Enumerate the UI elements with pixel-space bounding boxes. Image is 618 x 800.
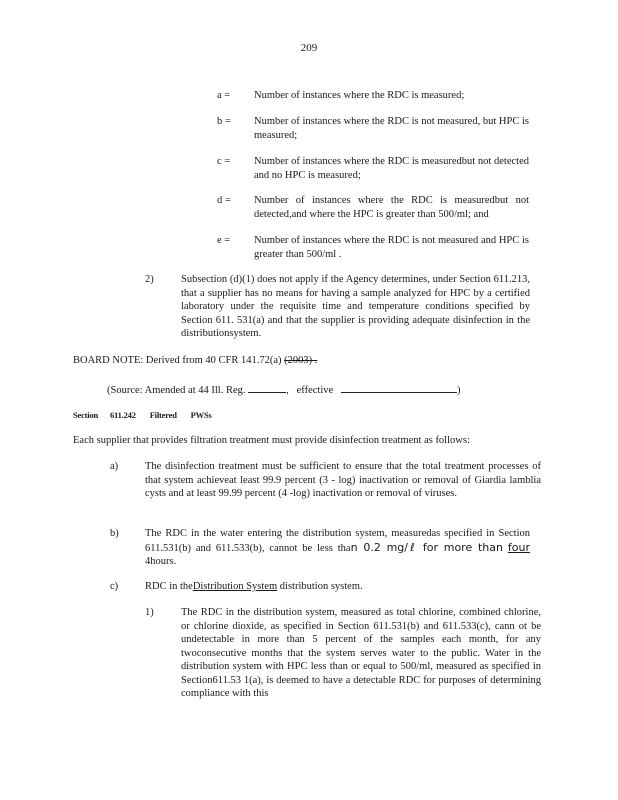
variable-text-b: Number of instances where the RDC is not measured, but HPC is measured; (254, 116, 529, 141)
section-pws: PWSs (190, 410, 212, 420)
item-c-suffix: distribution system. (279, 581, 363, 592)
item-b-text (145, 527, 530, 569)
item-c-text (145, 580, 363, 594)
board-note-text: BOARD NOTE: Derived from 40 CFR 141.72(a) (73, 355, 282, 366)
item-2-label: 2) (145, 274, 154, 285)
item-c-label: c) (110, 581, 119, 592)
item-a-label: a) (110, 461, 119, 472)
variable-text-e: Number of instances where the RDC is not measured and HPC is greater than 500/ml . (254, 235, 529, 260)
board-note (73, 354, 317, 368)
item-2-text: Subsection (d)(1) does not apply if the Agency determines, under Section 611.213, that a supplier has no means for having a sample analyzed for HPC by a certified laboratory under the requisite time and temperature conditions specified by Section 611. 531(a) and that the supplier is providing adequate disinfection in the distributionsystem. (181, 274, 530, 339)
item-c-underlined: Distribution System (192, 581, 278, 592)
variable-text-a: Number of instances where the RDC is measured; (254, 90, 465, 101)
item-b-large-text: n 0.2 mg/ℓ for more than (350, 540, 503, 554)
item-b-underlined: four (507, 540, 531, 554)
intro-text: Each supplier that provides filtration treatment must provide disinfection treatment as follows: (73, 435, 470, 446)
item-c1-label: 1) (145, 607, 154, 618)
variable-label-a: a = (217, 90, 231, 101)
page-number: 209 (300, 42, 318, 54)
source-prefix: (Source: Amended at 44 Ill. Reg. (107, 385, 246, 396)
source-close: ) (457, 385, 461, 396)
section-word: Section (73, 410, 99, 420)
item-b-label: b) (110, 528, 119, 539)
variable-label-e: e = (217, 235, 231, 246)
item-a-text: The disinfection treatment must be sufficient to ensure that the total treatment processes of that system achieveat least 99.9 percent (3 - log) inactivation or removal of Giardia lamblia cysts and at least 99.99 percent (4 -log) inactivation or removal of viruses. (145, 461, 541, 499)
variable-text-d: Number of instances where the RDC is measuredbut not detected,and where the HPC is greater than 500/ml; and (254, 195, 529, 220)
board-note-struck: (2003) . (284, 355, 318, 366)
variable-label-c: c = (217, 156, 231, 167)
section-number: 611.242 (109, 410, 136, 420)
item-b-body: The RDC in the water entering the distribution system, measuredas specified in Section 611.531(b) and 611.533(b), cannot be less tha (145, 528, 530, 554)
item-b-after: 4hours. (145, 556, 177, 567)
source-blank-reg (248, 381, 286, 393)
source-effective: effective (296, 385, 334, 396)
source-blank-effective (341, 381, 457, 393)
source-line (107, 381, 461, 398)
section-filtered: Filtered (149, 410, 177, 420)
section-heading (73, 409, 212, 423)
variable-label-d: d = (217, 195, 231, 206)
item-c1-text: The RDC in the distribution system, measured as total chlorine, combined chlorine, or chlorine dioxide, as specified in Section 611.531(b) and 611.533(c), cann ot be undetectable in more than 5 percent of the samples each month, for any twoconsecutive months that the system serves water to the public. Water in the distribution system with HPC less than or equal to 500/ml, measured as specified in Section611.53 1(a), is deemed to have a detectable RDC for purposes of determining compliance with this (181, 607, 541, 699)
variable-label-b: b = (217, 116, 231, 127)
item-c-prefix: RDC in the (145, 581, 193, 592)
variable-text-c: Number of instances where the RDC is measuredbut not detected and no HPC is measured; (254, 156, 529, 181)
source-comma: , (286, 385, 289, 396)
